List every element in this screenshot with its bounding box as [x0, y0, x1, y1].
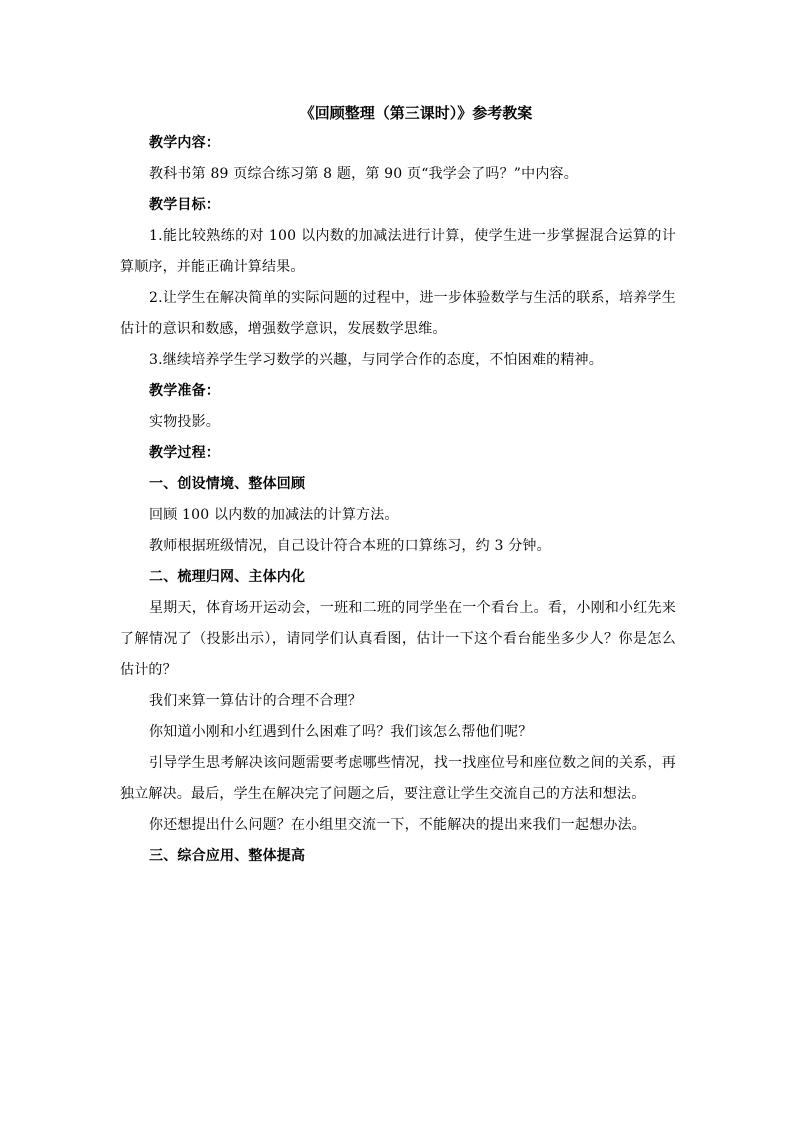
step1-heading: 一、创设情境、整体回顾 [149, 476, 306, 492]
prep-heading: 教学准备： [149, 383, 220, 399]
step1-paragraph-2: 教师根据班级情况，自己设计符合本班的口算练习，约 3 分钟。 [149, 538, 551, 554]
process-heading: 教学过程： [149, 445, 220, 461]
goal-2: 2.让学生在解决简单的实际问题的过程中，进一步体验数学与生活的联系，培养学生估计的意识和数感，增强数学意识，发展数学思维。 [120, 290, 676, 337]
step2-paragraph-5: 你还想提出什么问题？在小组里交流一下，不能解决的提出来我们一起想办法。 [149, 817, 646, 833]
content-heading: 教学内容： [149, 135, 220, 151]
lesson-plan-body [120, 98, 676, 872]
step3-heading: 三、综合应用、整体提高 [149, 848, 306, 864]
step2-paragraph-4: 引导学生思考解决该问题需要考虑哪些情况，找一找座位号和座位数之间的关系，再独立解决。最后，学生在解决完了问题之后，要注意让学生交流自己的方法和想法。 [120, 755, 676, 802]
step2-paragraph-3: 你知道小刚和小红遇到什么困难了吗？我们该怎么帮他们呢？ [149, 724, 533, 740]
step2-paragraph-2: 我们来算一算估计的合理不合理？ [149, 693, 362, 709]
page-title: 《回顾整理（第三课时）》参考教案 [299, 104, 533, 122]
goals-heading: 教学目标： [149, 197, 220, 213]
step2-heading: 二、梳理归网、主体内化 [149, 569, 306, 585]
step2-paragraph-1: 星期天，体育场开运动会，一班和二班的同学坐在一个看台上。看，小刚和小红先来了解情况了（投影出示），请同学们认真看图，估计一下这个看台能坐多少人？你是怎么估计的？ [120, 600, 676, 678]
prep-text: 实物投影。 [149, 414, 220, 430]
content-text: 教科书第 89 页综合练习第 8 题，第 90 页“我学会了吗？”中内容。 [149, 166, 578, 182]
goal-3: 3.继续培养学生学习数学的兴趣，与同学合作的态度，不怕困难的精神。 [149, 352, 603, 368]
step1-paragraph-1: 回顾 100 以内数的加减法的计算方法。 [149, 507, 399, 523]
goal-1: 1.能比较熟练的对 100 以内数的加减法进行计算，使学生进一步掌握混合运算的计算顺序，并能正确计算结果。 [120, 228, 676, 275]
